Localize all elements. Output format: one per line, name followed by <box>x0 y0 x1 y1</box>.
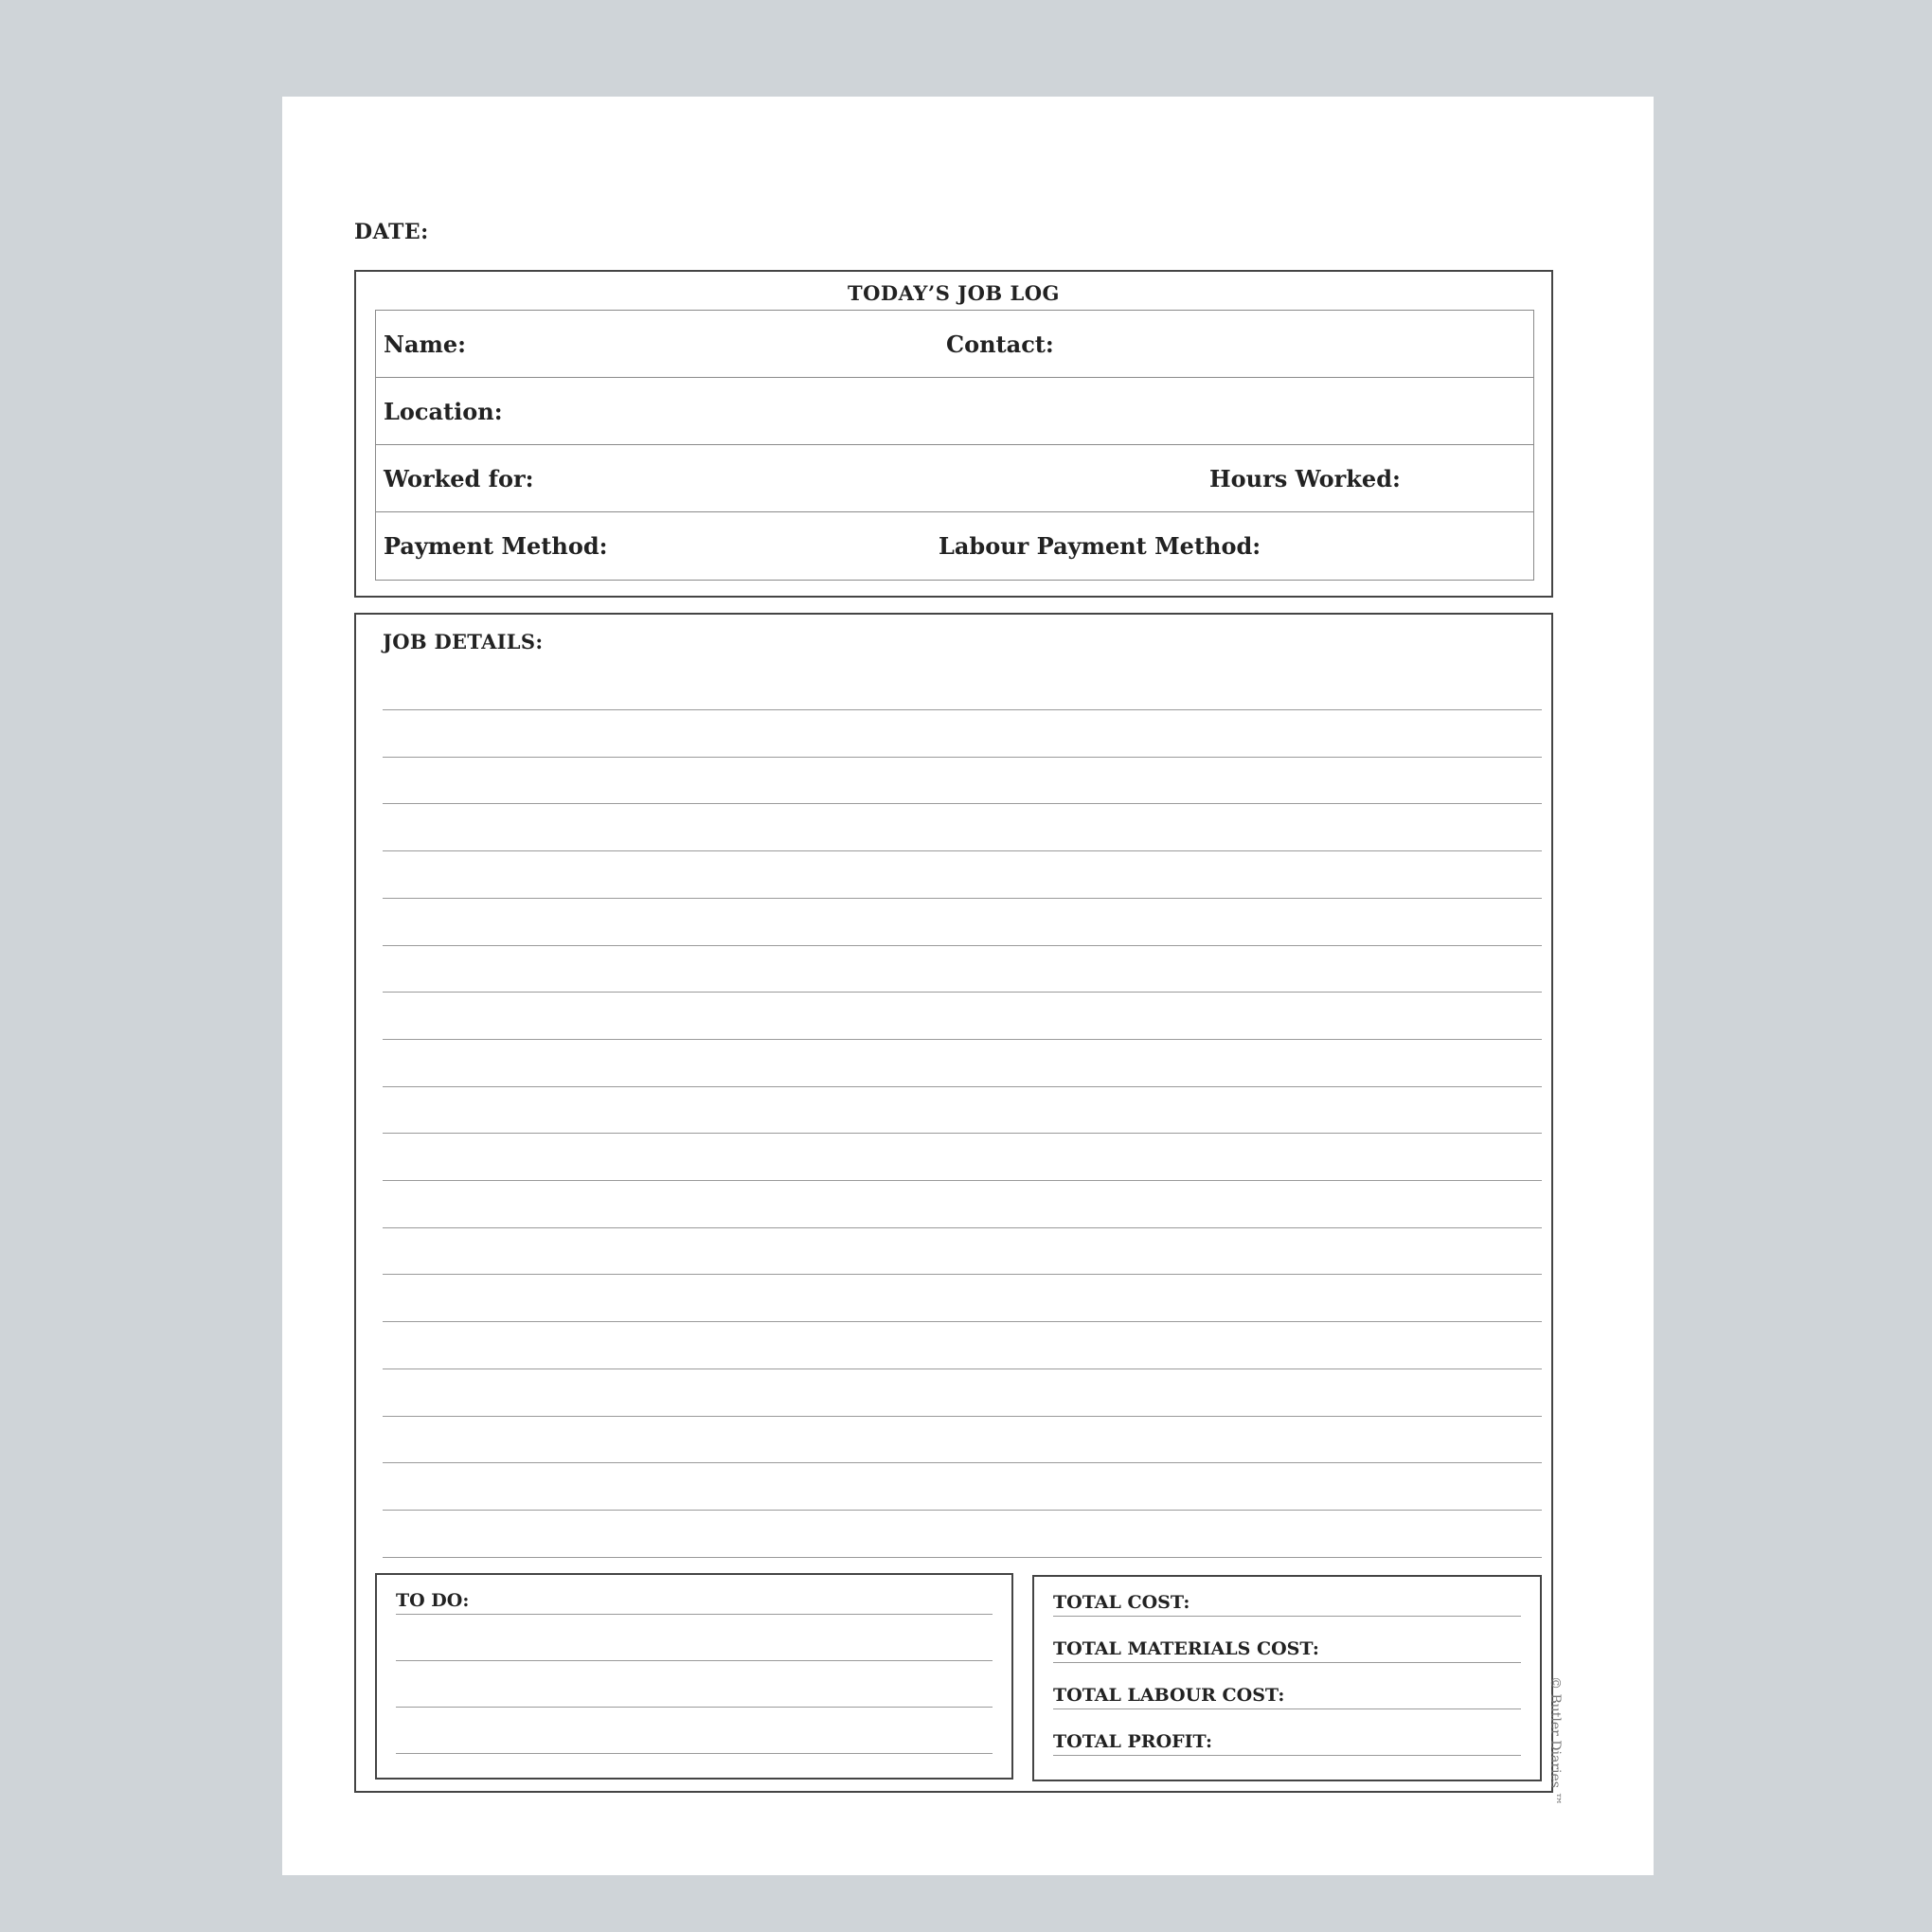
todo-line <box>396 1753 993 1754</box>
todo-line <box>396 1707 993 1708</box>
contact-label: Contact: <box>946 331 1054 358</box>
copyright-text: © Butler Diaries ™ <box>1547 1676 1563 1806</box>
job-details-line <box>383 757 1542 758</box>
name-label: Name: <box>384 331 467 358</box>
todo-title: TO DO: <box>396 1590 470 1611</box>
job-details-line <box>383 1086 1542 1087</box>
job-details-box <box>354 613 1553 1793</box>
total-cost-line <box>1053 1616 1521 1617</box>
job-details-line <box>383 1416 1542 1417</box>
worked-for-label: Worked for: <box>384 465 534 492</box>
job-details-title: JOB DETAILS: <box>383 630 544 653</box>
job-log-title: TODAY’S JOB LOG <box>848 281 1060 305</box>
total-cost-label: TOTAL COST: <box>1053 1592 1190 1613</box>
hours-worked-label: Hours Worked: <box>1209 465 1401 492</box>
total-profit-line <box>1053 1755 1521 1756</box>
job-log-box <box>354 270 1553 598</box>
total-labour-cost-line <box>1053 1708 1521 1709</box>
job-log-row-name <box>376 311 1533 378</box>
location-label: Location: <box>384 398 503 425</box>
job-details-line <box>383 945 1542 946</box>
job-details-line <box>383 1368 1542 1369</box>
total-profit-label: TOTAL PROFIT: <box>1053 1731 1212 1752</box>
job-log-table <box>375 310 1534 581</box>
todo-line <box>396 1614 993 1615</box>
total-materials-cost-line <box>1053 1662 1521 1663</box>
job-details-line <box>383 1227 1542 1228</box>
job-details-line <box>383 1321 1542 1322</box>
job-details-line <box>383 1510 1542 1511</box>
total-labour-cost-label: TOTAL LABOUR COST: <box>1053 1685 1285 1706</box>
job-details-line <box>383 1180 1542 1181</box>
job-details-line <box>383 850 1542 851</box>
job-details-line <box>383 1133 1542 1134</box>
total-materials-cost-label: TOTAL MATERIALS COST: <box>1053 1638 1319 1659</box>
payment-method-label: Payment Method: <box>384 532 608 560</box>
job-details-line <box>383 709 1542 710</box>
totals-box <box>1032 1575 1542 1781</box>
job-details-line <box>383 992 1542 993</box>
date-label: DATE: <box>354 220 429 244</box>
job-log-row-payment <box>376 512 1533 580</box>
job-details-line <box>383 803 1542 804</box>
job-details-line <box>383 1039 1542 1040</box>
job-details-line <box>383 1462 1542 1463</box>
job-details-line <box>383 1557 1542 1558</box>
labour-payment-method-label: Labour Payment Method: <box>939 532 1261 560</box>
job-log-row-location <box>376 378 1533 445</box>
job-log-row-worked-for <box>376 445 1533 512</box>
todo-line <box>396 1660 993 1661</box>
job-details-line <box>383 898 1542 899</box>
todo-box <box>375 1573 1013 1780</box>
job-details-line <box>383 1274 1542 1275</box>
